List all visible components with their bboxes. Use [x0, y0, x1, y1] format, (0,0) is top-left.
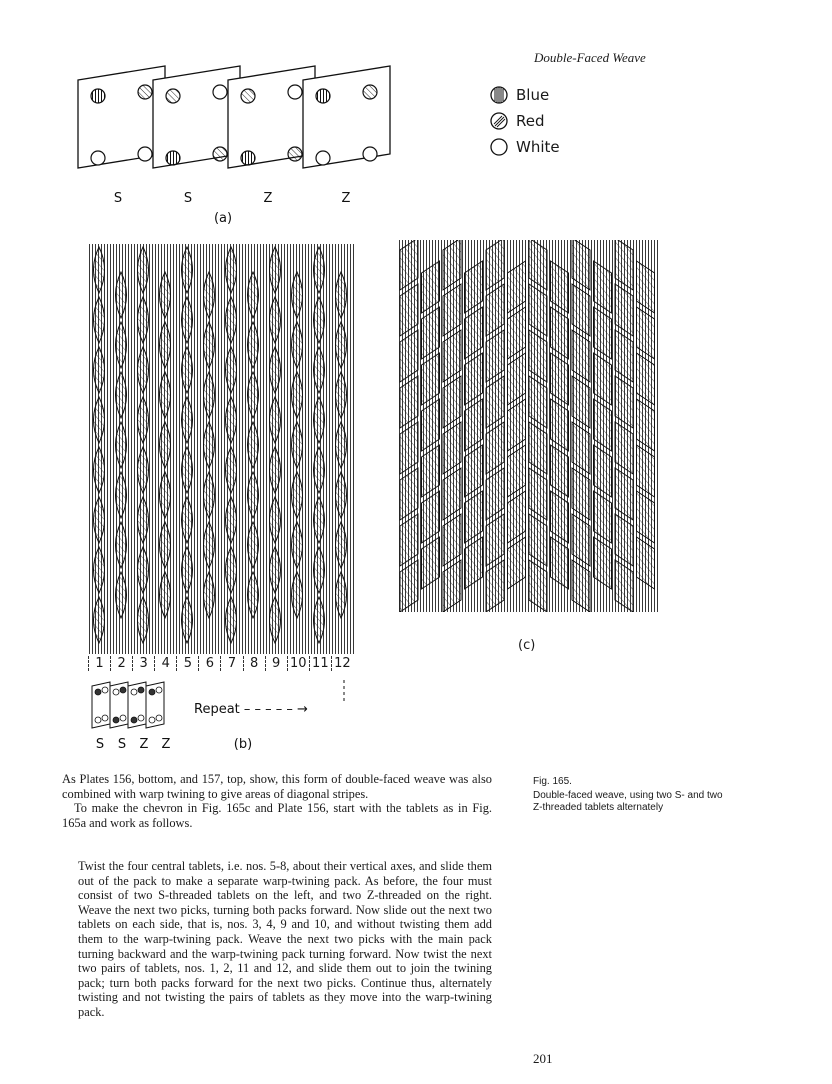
body-text-intro: [62, 772, 492, 830]
threading-label: S: [113, 191, 123, 206]
legend-label: Blue: [516, 86, 550, 104]
threading-label: S: [117, 737, 127, 752]
figure-b-weave-illustration: [88, 244, 354, 654]
page-number: 201: [533, 1051, 553, 1066]
tablet-number: 4: [154, 656, 176, 671]
figure-c-chevron-illustration: [398, 240, 658, 612]
legend-label: Red: [516, 112, 545, 130]
threading-label: S: [95, 737, 105, 752]
tablet-number: 5: [176, 656, 198, 671]
white-swatch-icon: [490, 138, 508, 156]
body-text-instructions: [78, 859, 492, 1020]
caption-number: Fig. 165.: [533, 776, 572, 787]
legend-label: White: [516, 138, 560, 156]
tablet-number: 12: [331, 656, 353, 671]
tablet-number: 6: [198, 656, 220, 671]
tablet-number: 10: [287, 656, 309, 671]
red-swatch-icon: [490, 112, 508, 130]
tablet-number: 8: [243, 656, 265, 671]
tablet-number: 3: [132, 656, 154, 671]
threading-label: Z: [139, 737, 149, 752]
paragraph: Twist the four central tablets, i.e. nos. 5-8, about their vertical axes, and slide them out of the pack to make a separate warp-twining pack. As before, the four must consist of two S-threaded tablets on the left, and two Z-threaded on the right. Weave the next two picks, turning both packs forward. Now slide out the next two tablets on each side, that is, nos. 3, 4, 9 and 10, and without twisting them add them to the warp-twining pack. Weave the next two picks with the main pack turning backward and the warp-twining pack turning forward. Now twist the next two pairs of tablets, nos. 1, 2, 11 and 12, and slide them out to join the twining pack; turn both packs forward for the next two picks. Continue thus, alternately twisting and not twisting the pairs of tablets as they move into the warp-twining pack.: [78, 859, 492, 1019]
color-legend: [490, 82, 560, 160]
tablet-number: 2: [110, 656, 132, 671]
tablet-number: 11: [309, 656, 331, 671]
figure-a-tablets-diagram: [70, 58, 400, 228]
figure-caption: [533, 776, 733, 814]
legend-item-red: [490, 108, 560, 134]
blue-swatch-icon: [490, 86, 508, 104]
tablet-number: 9: [265, 656, 287, 671]
legend-item-white: [490, 134, 560, 160]
figure-a-label: (a): [213, 211, 233, 226]
repeat-label: Repeat – – – – – →: [194, 702, 308, 717]
threading-label: Z: [263, 191, 273, 206]
caption-text: Double-faced weave, using two S- and two Z-threaded tablets alternately: [533, 790, 723, 813]
running-head: Double-Faced Weave: [534, 50, 646, 65]
threading-label: Z: [341, 191, 351, 206]
legend-item-blue: [490, 82, 560, 108]
tablet-number-row: [88, 656, 353, 671]
paragraph: As Plates 156, bottom, and 157, top, show, this form of double-faced weave was also combined with warp twining to give areas of diagonal stripes.: [62, 772, 492, 801]
threading-label: S: [183, 191, 193, 206]
tablet-number: 1: [88, 656, 110, 671]
tablet-number: 7: [220, 656, 242, 671]
figure-b-label: (b): [233, 737, 253, 752]
paragraph: To make the chevron in Fig. 165c and Plate 156, start with the tablets as in Fig. 165a and work as follows.: [62, 801, 492, 830]
threading-label: Z: [161, 737, 171, 752]
figure-c-label: (c): [518, 638, 536, 653]
figure-b-tablet-key: [88, 680, 358, 752]
